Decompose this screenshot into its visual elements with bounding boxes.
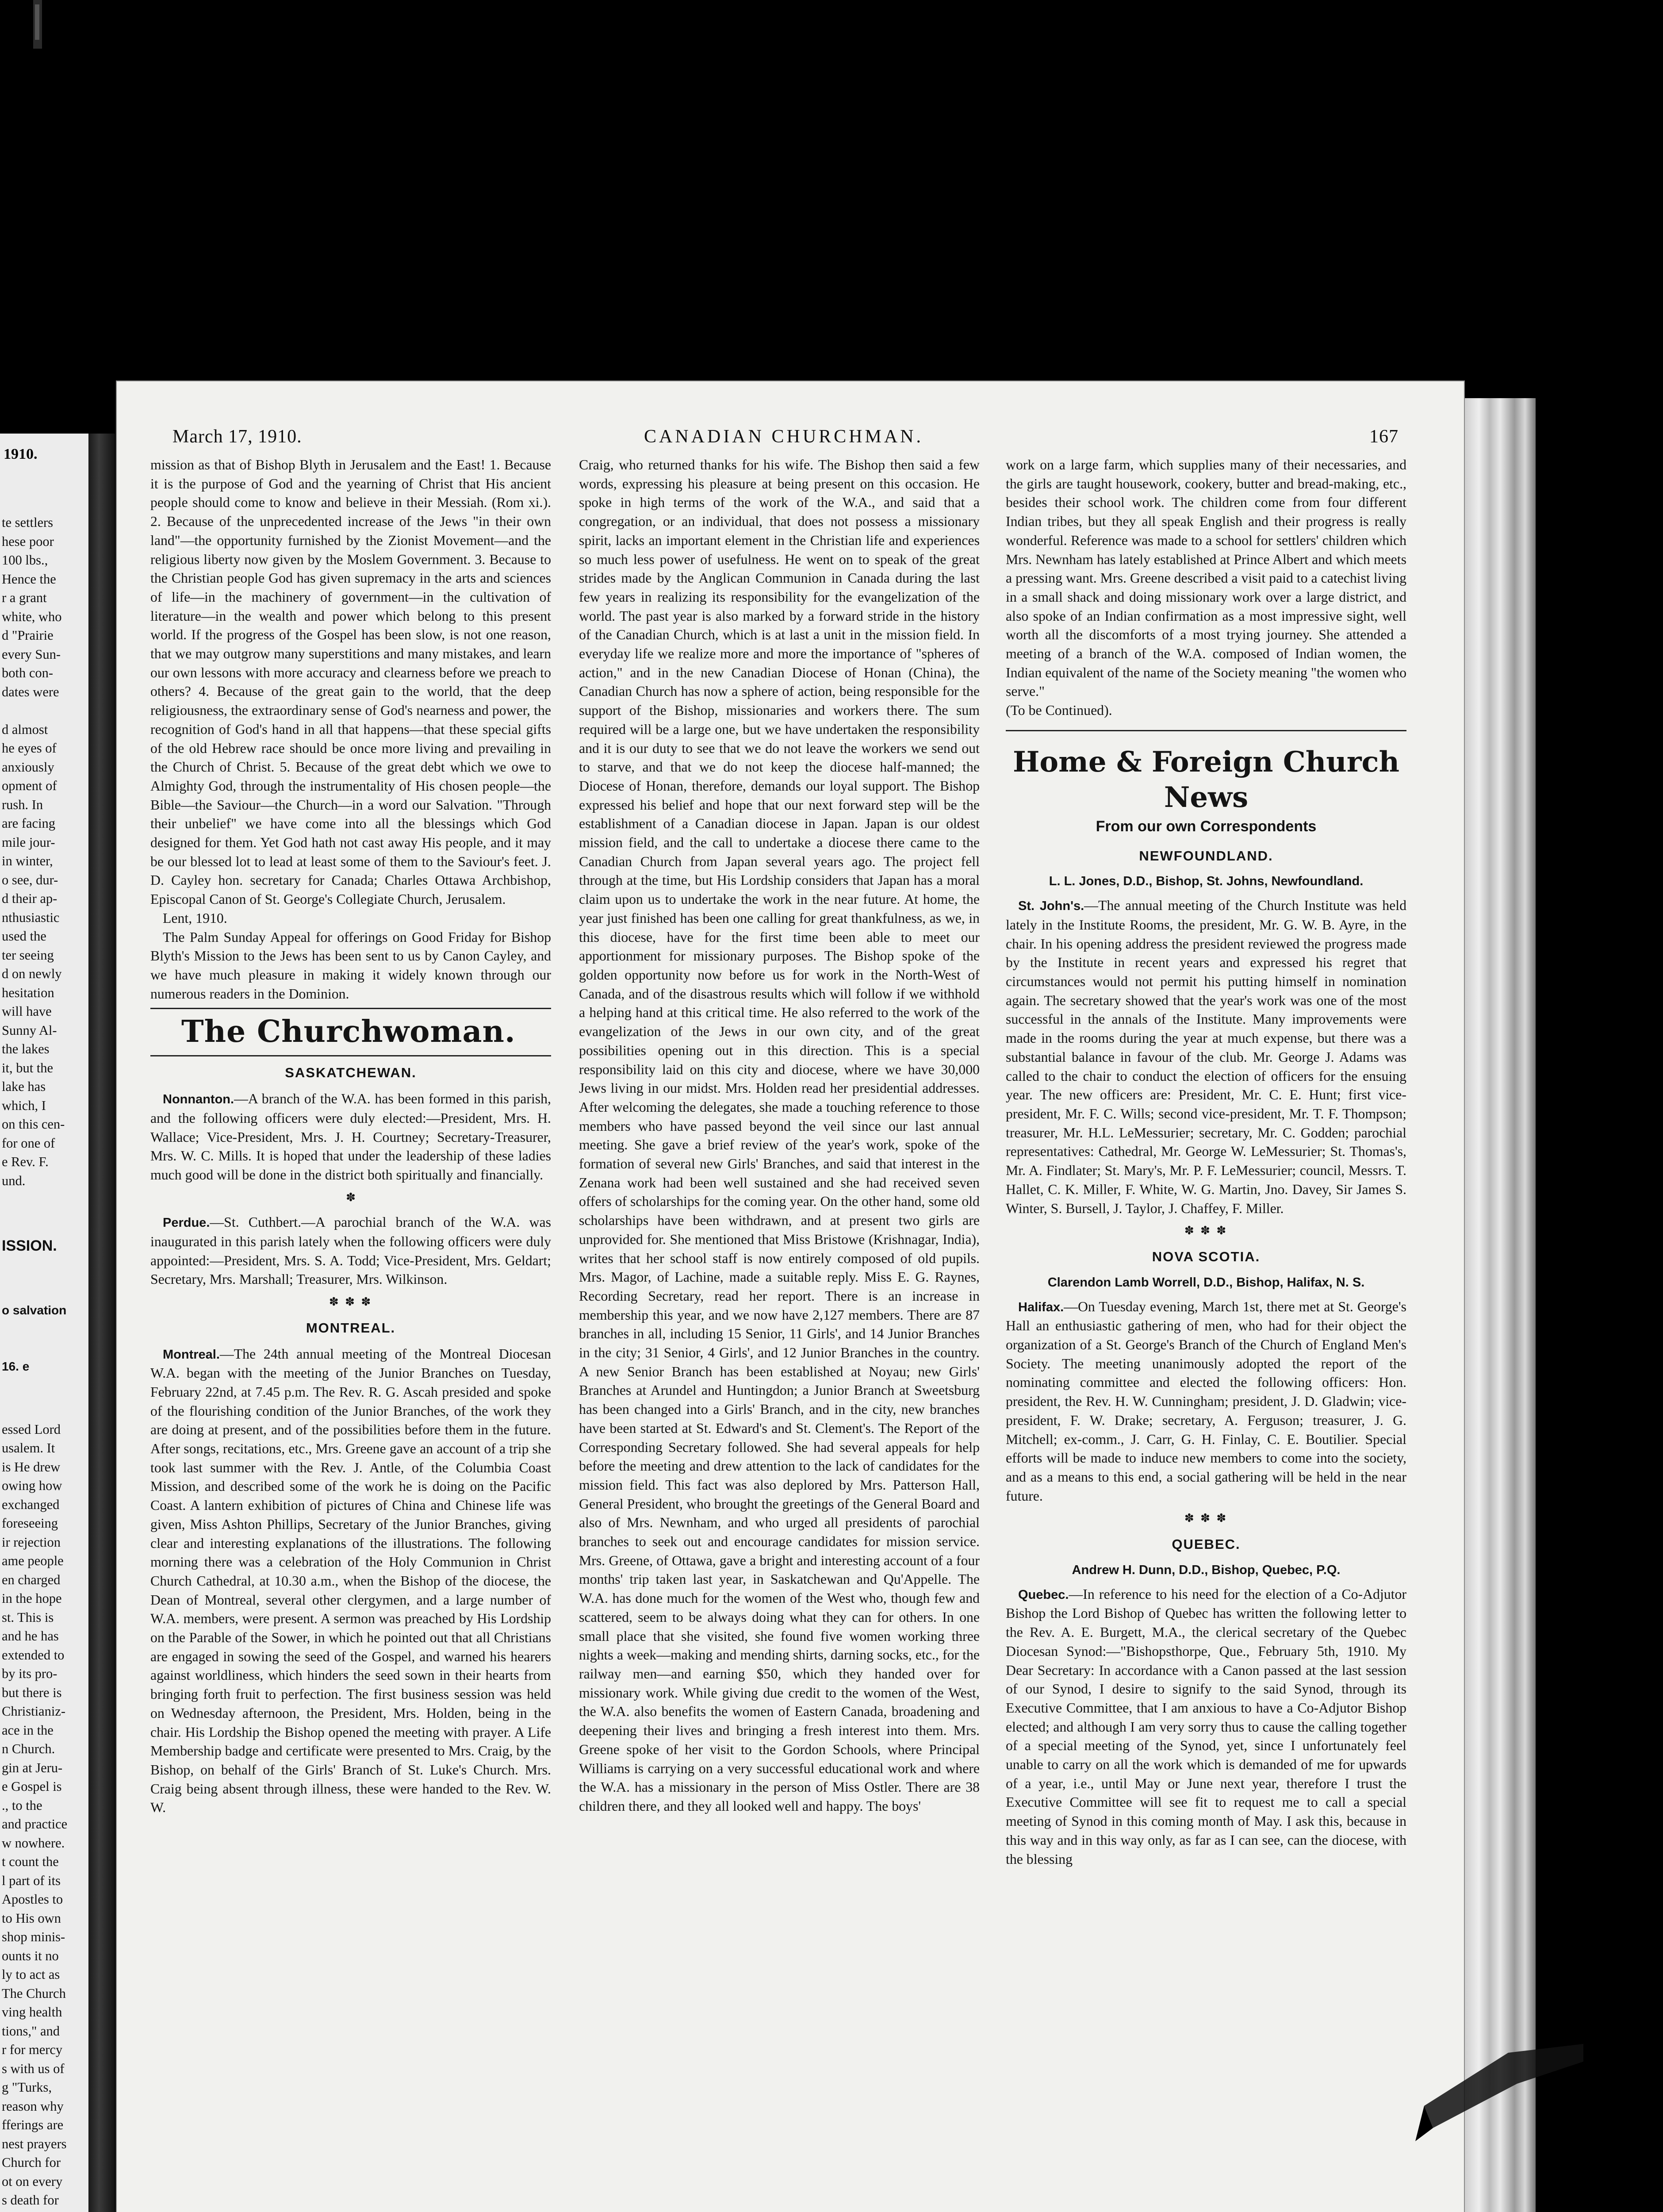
previous-page-line: foreseeing bbox=[2, 1516, 58, 1531]
montreal-text: —The 24th annual meeting of the Montreal Diocesan W.A. began with the meeting of the Junior Branches on Tuesday, February 22nd, at 7.45 p.m. The Rev. R. G. Ascah presided and spoke of the flourishing condition of the Junior Branches, of the work they are doing at present, and of the possibilities before them in the future. After songs, recitations, etc., Mrs. Greene gave an account of a trip she took last summer with the Rev. J. Antle, of the Columbia Coast Mission, and described some of the work he is doing on the Pacific Coast. A lantern exhibition of pictures of China and Chinese life was given, Miss Ashton Phillips, Secretary of the Junior Branches, giving clear and interesting explanations of the illustrations. The following morning there was a celebration of the Holy Communion in Christ Church Cathedral, at 10.30 a.m., when the Bishop of the diocese, the Dean of Montreal, several other clergymen, and a large number of W.A. members, were present. A sermon was preached by His Lordship on the Parable of the Sower, in which he pointed out that all Christians are engaged in sowing the seed of the Gospel, and warned his hearers against worldliness, which hinders the seed sown in their hearts from bringing forth fruit to perfection. The first business session was held on Wednesday afternoon, the President, Mrs. Holden, being in the chair. His Lordship the Bishop opened the meeting with prayer. A Life Membership badge and certificate were presented to Mrs. Craig, by the Bishop, on behalf of the Girls' Branch of St. Luke's Church. Mrs. Craig being absent through illness, these were handed to the Rev. W. W. bbox=[150, 1346, 551, 1816]
previous-page-line: the lakes bbox=[2, 1041, 50, 1056]
nova-scotia-bishop: Clarendon Lamb Worrell, D.D., Bishop, Halifax, N. S. bbox=[1047, 1275, 1365, 1290]
previous-page-line: ter seeing bbox=[2, 947, 54, 963]
previous-page-line: owing how bbox=[2, 1478, 62, 1493]
previous-page-line: t count the bbox=[2, 1854, 59, 1869]
header-title: CANADIAN CHURCHMAN. bbox=[644, 426, 924, 447]
previous-page-line: und. bbox=[2, 1173, 26, 1188]
st-johns-text: —The annual meeting of the Church Institute was held lately in the Institute Rooms, the president, Mr. G. W. B. Ayre, in the chair. In his opening address the president reviewed the progress made by the Institute in recent years and expressed his regret that circumstances would not permit his putting himself in nomination again. The secretary showed that the year's work was one of the most successful in the annals of the Institute. Many improvements were made in the rooms during the year at much expense, but there was a substantial balance in favour of the club. Mr. George J. Adams was called to the chair to conduct the election of officers for the ensuing year. The new officers are: President, Mr. C. E. Hunt; first vice-president, Mr. F. C. Wills; second vice-president, Mr. T. F. Thompson; treasurer, Mr. H.L. LeMessurier; secretary, Mr. C. Godden; parochial representatives: Cathedral, Mr. George W. LeMessurier; St. Thomas's, Mr. A. Findlater; St. Mary's, Mr. P. F. LeMessurier; council, Messrs. T. Hallet, C. K. Miller, F. White, W. G. Martin, Jno. Davey, Sir James S. Winter, S. Bursell, J. Taylor, J. Chaffey, F. Miller. bbox=[1006, 898, 1406, 1216]
newfoundland-heading: NEWFOUNDLAND. bbox=[1139, 848, 1273, 864]
previous-page-line: Christianiz- bbox=[2, 1704, 65, 1719]
previous-page-line: g "Turks, bbox=[2, 2080, 52, 2095]
saskatchewan-heading: SASKATCHEWAN. bbox=[285, 1065, 417, 1081]
ornament-divider-triple: ✽ ✽ ✽ bbox=[329, 1295, 373, 1309]
previous-page-line: d "Prairie bbox=[2, 628, 54, 643]
previous-page-line: hesitation bbox=[2, 985, 54, 1000]
quebec-item bbox=[1006, 1585, 1406, 1869]
previous-page-line: Apostles to bbox=[2, 1892, 63, 1907]
previous-page-line: en charged bbox=[2, 1572, 61, 1587]
previous-page-line: ounts it no bbox=[2, 1948, 59, 1963]
ornament-divider-triple-2: ✽ ✽ ✽ bbox=[1184, 1224, 1228, 1237]
nonnanton-lead: Nonnanton. bbox=[163, 1092, 234, 1107]
previous-page-text-upper bbox=[2, 513, 86, 1190]
previous-page-line: and he has bbox=[2, 1628, 59, 1644]
previous-page-subheading: o salvation bbox=[2, 1303, 67, 1317]
previous-page-line: 100 lbs., bbox=[2, 553, 48, 568]
book-spine bbox=[88, 434, 115, 2212]
previous-page-line: Sunny Al- bbox=[2, 1022, 57, 1038]
perdue-lead: Perdue. bbox=[163, 1216, 210, 1230]
perdue-text: —St. Cuthbert.—A parochial branch of the W.A. was inaugurated in this parish lately when the following officers were duly appointed:—President, Mrs. S. A. Todd; Vice-President, Mrs. Geldart; Secretary, Mrs. Marshall; Treasurer, Mrs. Wilkinson. bbox=[150, 1214, 551, 1287]
previous-page-line: for one of bbox=[2, 1135, 55, 1151]
previous-page-line: w nowhere. bbox=[2, 1835, 65, 1851]
previous-page-line: te settlers bbox=[2, 515, 54, 530]
ornament-divider: ✽ bbox=[346, 1190, 356, 1204]
previous-page-fragment bbox=[0, 434, 88, 2212]
previous-page-line: opment of bbox=[2, 778, 57, 793]
halifax-lead: Halifax. bbox=[1018, 1300, 1064, 1314]
montreal-item bbox=[150, 1345, 551, 1818]
to-be-continued: (To be Continued). bbox=[1006, 703, 1112, 718]
church-news-subtitle: From our own Correspondents bbox=[1096, 818, 1317, 835]
previous-page-line: dates were bbox=[2, 684, 59, 699]
previous-page-line: Church for bbox=[2, 2155, 61, 2170]
previous-page-line: ame people bbox=[2, 1553, 64, 1568]
previous-page-line: which, I bbox=[2, 1098, 46, 1113]
previous-page-line bbox=[2, 701, 86, 720]
previous-page-line: fferings are bbox=[2, 2117, 64, 2132]
previous-page-line: extended to bbox=[2, 1647, 65, 1663]
previous-page-line: are facing bbox=[2, 816, 56, 831]
previous-page-line: ir rejection bbox=[2, 1534, 61, 1550]
column-3 bbox=[1006, 456, 1406, 1869]
previous-page-line bbox=[2, 2210, 86, 2212]
previous-page-line: o see, dur- bbox=[2, 872, 58, 887]
quebec-lead: Quebec. bbox=[1018, 1587, 1069, 1602]
previous-page-line: essed Lord bbox=[2, 1421, 61, 1437]
previous-page-line: is He drew bbox=[2, 1459, 61, 1475]
nonnanton-text: —A branch of the W.A. has been formed in this parish, and the following officers were duly elected:—President, Mrs. H. Wallace; Vice-President, Mrs. J. H. Courtney; Secretary-Treasurer, Mrs. W. C. Mills. It is hoped that under the leadership of these ladies much good will be done in the district both spiritually and financially. bbox=[150, 1091, 551, 1183]
previous-page-line: anxiously bbox=[2, 759, 54, 775]
previous-page-line: will have bbox=[2, 1004, 52, 1019]
previous-page-line: to His own bbox=[2, 1910, 61, 1926]
section-rule-bottom bbox=[150, 1055, 551, 1056]
previous-page-line: l part of its bbox=[2, 1873, 61, 1888]
previous-page-line: by its pro- bbox=[2, 1666, 57, 1681]
previous-page-heading: ISSION. bbox=[2, 1237, 57, 1254]
previous-page-header: 1910. bbox=[4, 446, 38, 462]
perdue-item bbox=[150, 1213, 551, 1289]
newspaper-page bbox=[116, 380, 1465, 2212]
header-page-number: 167 bbox=[1369, 426, 1399, 447]
previous-page-line: ot on every bbox=[2, 2174, 63, 2189]
pen-shadow-mark bbox=[1406, 2044, 1592, 2212]
newfoundland-bishop: L. L. Jones, D.D., Bishop, St. Johns, Newfoundland. bbox=[1049, 874, 1364, 889]
previous-page-line: d almost bbox=[2, 722, 48, 737]
previous-page-text bbox=[2, 476, 86, 2212]
st-johns-item bbox=[1006, 896, 1406, 1218]
previous-page-line: st. This is bbox=[2, 1609, 54, 1625]
previous-page-line: lake has bbox=[2, 1079, 46, 1094]
previous-page-line: on this cen- bbox=[2, 1117, 65, 1132]
column-1 bbox=[150, 456, 551, 1817]
previous-page-line: r a grant bbox=[2, 590, 47, 605]
previous-page-text-lower bbox=[2, 1420, 86, 2212]
previous-page-line: gin at Jeru- bbox=[2, 1760, 63, 1775]
previous-page-line: it, but the bbox=[2, 1060, 54, 1075]
montreal-concluding-text: work on a large farm, which supplies many of their necessaries, and the girls are taught housework, cookery, butter and bread-making, etc., besides their school work. The children come from four different Indian tribes, but they all speak English and their progress is really wonderful. Reference was made to a school for settlers' children which Mrs. Newnham has lately established at Prince Albert and which meets a pressing want. Mrs. Greene described a visit paid to a catechist living in a small shack and doing missionary work over a large district, and also spoke of an Indian confirmation as a most impressive sight, well worth all the discomforts of a most trying journey. She attended a meeting of a branch of the W.A. composed of Indian women, the Indian equivalent of the name of the Society meaning "the women who serve." bbox=[1006, 457, 1406, 699]
previous-page-line: hese poor bbox=[2, 534, 54, 549]
previous-page-line: in the hope bbox=[2, 1591, 62, 1606]
montreal-lead: Montreal. bbox=[163, 1347, 220, 1362]
previous-page-line: both con- bbox=[2, 665, 54, 680]
nova-scotia-heading: NOVA SCOTIA. bbox=[1152, 1248, 1261, 1264]
previous-page-line: Hence the bbox=[2, 571, 56, 587]
previous-page-line: exchanged bbox=[2, 1497, 60, 1512]
previous-page-line: used the bbox=[2, 929, 46, 944]
previous-page-line: tions," and bbox=[2, 2023, 60, 2039]
previous-page-line: and practice bbox=[2, 1816, 68, 1832]
halifax-item bbox=[1006, 1298, 1406, 1506]
previous-page-line: ly to act as bbox=[2, 1967, 60, 1982]
jews-mission-appeal: mission as that of Bishop Blyth in Jerusalem and the East! 1. Because it is the purpose of God and the yearning of Christ that His ancient people should come to know and believe in their Messiah. (Rom xi.). 2. Because of the unprecedented increase of the Jews "in their own land"—the opportunity furnished by the Zionist Movement—and the religious liberty now given by the Moslem Government. 3. Because to the Christian people God has given supremacy in the arts and sciences of life—in the machinery of government—in the cultivation of literature—in the wealth and power which belong to this present world. If the progress of the Gospel has been slow, is not one reason, that we may outgrow many superstitions and many mistakes, and learn our own lessons with more accuracy and clearness before we preach to others? 4. Because of the great gain to the world, that the deep religiousness, the extraordinary sense of God's nearness and power, the recognition of God's hand in all that happens—that these special gifts of the old Hebrew race should be once more living and prevailing in the Church of Christ. 5. Because of the great debt which we owe to Almighty God, through the instrumentality of His chosen people—the Bible—the Saviour—the Church—in a word our Salvation. "Through their unbelief" we have come into all the blessings which God designed for them. Yet God hath not cast away His people, and it may be our blessed lot to lead at least some of them to the Saviour's feet. J. D. Cayley hon. secretary for Canada; Charles Ottawa Archbishop, Episcopal Canon of St. George's Collegiate Church, Jerusalem. bbox=[150, 457, 551, 907]
previous-page-subheading-2: 16. e bbox=[2, 1359, 30, 1373]
previous-page-line: d on newly bbox=[2, 966, 62, 981]
quebec-bishop: Andrew H. Dunn, D.D., Bishop, Quebec, P.Q. bbox=[1072, 1563, 1341, 1577]
previous-page-line: shop minis- bbox=[2, 1929, 65, 1944]
previous-page-line: e Rev. F. bbox=[2, 1154, 49, 1169]
montreal-continued-text: Craig, who returned thanks for his wife. The Bishop then said a few words, expressing his pleasure at being present on this occasion. He spoke in high terms of the work of the W.A., and said that a congregation, or an individual, that does not possess a missionary spirit, lacks an important element in the Christian life and experiences so much less power of usefulness. He went on to speak of the great strides made by the Anglican Communion in Canada during the last few years in realizing its responsibility for the evangelization of the world. The past year is also marked by a forward stride in the history of the Canadian Church, which is at last a unit in the mission field. In everyday life we realize more and more the importance of "spheres of action," and in the new Canadian Diocese of Honan (China), the Canadian Church has now a sphere of action, being responsible for the support of the Bishop, missionaries and workers there. The sum required will be a large one, but we have undertaken the responsibility and it is our duty to see that we do not leave the workers we send out to starve, and that we do not keep the diocese half-manned; the Diocese of Honan, therefore, demands our loyal support. The Bishop expressed his belief and hope that our next forward step will be the establishment of a Canadian diocese in Japan. Japan is our oldest mission field, and the call to undertake a diocese there came to the Canadian Church from Japan several years ago. The project fell through at the time, but His Lordship considers that Japan has a moral claim upon us to undertake the work in the near future. At home, the year just finished has been one calling for great thankfulness, as we, in this diocese, have for the first time been able to meet our apportionment for missionary purposes. The Bishop spoke of the golden opportunity now before us for work in the North-West of Canada, and of the disastrous results which will follow if we withhold a helping hand at this critical time. He also referred to the work of the evangelization of the Jews in our own city, and of the great possibilities opening out in this direction. This is a special responsibility laid on this city and diocese, where we have 30,000 Jews living in our midst. Mrs. Holden read her presidential addresses. After welcoming the delegates, she made a touching reference to those members who have passed beyond the veil since our last annual meeting. She gave a brief review of the year's work, spoke of the formation of several new Girls' Branches, and said that interest in the Zenana work had been well sustained and she had received seven offers of scholarships for the coming year. On the other hand, some old scholarships have been withdrawn, and at present two girls are unprovided for. She mentioned that Miss Bristowe (Krishnagar, India), writes that her school staff is now entirely composed of old pupils. Mrs. Magor, of Lachine, made a suitable reply. Miss E. G. Raynes, Recording Secretary, read her report. There is an increase in membership this year, and we now have 2,127 members. There are 87 branches in all, including 15 Senior, 11 Girls', and 14 Junior Branches in the city; 31 Senior, 4 Girls', and 12 Junior Branches in the country. A new Senior Branch has been established at Noyau; new Girls' Branches at Arundel and Huntingdon; a Junior Branch at Sweetsburg has been changed into a Girls' Branch, and in the city, new branches have been started at St. Edward's and St. Clement's. The Report of the Corresponding Secretary followed. She had several appeals for help before the meeting and drew attention to the lack of candidates for the mission field. This fact was also deplored by Mrs. Patterson Hall, General President, who brought the greetings of the General Board and also of Mrs. Newnham, and who urged all presidents of parochial branches to seek out and encourage candidates for mission service. Mrs. Greene, of Ottawa, gave a bright and interesting account of a four months' trip taken last year, in Saskatchewan and Qu'Appelle. The W.A. has done much for the women of the West who, though few and scattered, seem to be always doing what they can for others. In one small place that she visited, she found five women working three nights a week—making and mending shirts, darning socks, etc., for the railway men—and earning $50, which they handed over for missionary work. While giving due credit to the women of the West, the W.A. also benefits the women of Eastern Canada, broadening and deepening their lives and bringing a fresh interest into them. Mrs. Greene spoke of her visit to the Gordon Schools, where Principal Williams is carrying on a very successful educational work and where the W.A. has a missionary in the person of Miss Ostler. There are 38 children there, and they all looked well and happy. The boys' bbox=[579, 457, 980, 1814]
previous-page-line: e Gospel is bbox=[2, 1779, 62, 1794]
st-johns-lead: St. John's. bbox=[1018, 899, 1084, 914]
churchwoman-section-title: The Churchwoman. bbox=[181, 1014, 516, 1050]
church-news-title: Home & Foreign Church News bbox=[1012, 745, 1400, 814]
header-date: March 17, 1910. bbox=[172, 426, 302, 447]
ornament-divider-triple-3: ✽ ✽ ✽ bbox=[1184, 1512, 1228, 1525]
previous-page-line: rush. In bbox=[2, 797, 43, 812]
news-rule-top bbox=[1006, 730, 1406, 731]
palm-sunday-note: The Palm Sunday Appeal for offerings on Good Friday for Bishop Blyth's Mission to the Jews has been sent to us by Canon Cayley, and we have much pleasure in making it widely known through our numerous readers in the Dominion. bbox=[150, 929, 551, 1002]
previous-page-line: usalem. It bbox=[2, 1440, 55, 1455]
film-edge-mark bbox=[24, 0, 51, 53]
section-rule-top bbox=[150, 1008, 551, 1009]
previous-page-line: s death for bbox=[2, 2193, 59, 2208]
montreal-heading: MONTREAL. bbox=[306, 1320, 396, 1336]
previous-page-line: nthusiastic bbox=[2, 910, 60, 925]
previous-page-line: ace in the bbox=[2, 1722, 54, 1738]
page-stack-edge bbox=[1465, 398, 1536, 2212]
previous-page-line: mile jour- bbox=[2, 834, 55, 850]
previous-page-line: white, who bbox=[2, 609, 62, 624]
quebec-heading: QUEBEC. bbox=[1172, 1536, 1241, 1552]
previous-page-line: but there is bbox=[2, 1685, 62, 1700]
previous-page-line: d their ap- bbox=[2, 891, 57, 906]
previous-page-line: nest prayers bbox=[2, 2136, 67, 2151]
nonnanton-item bbox=[150, 1090, 551, 1185]
previous-page-line: ving health bbox=[2, 2005, 62, 2020]
previous-page-line: n Church. bbox=[2, 1741, 55, 1756]
previous-page-line: he eyes of bbox=[2, 741, 57, 756]
previous-page-line: r for mercy bbox=[2, 2042, 63, 2057]
previous-page-line: in winter, bbox=[2, 853, 53, 868]
halifax-text: —On Tuesday evening, March 1st, there met at St. George's Hall an enthusiastic gathering of men, who had for their object the organization of a St. George's Branch of the Church of England Men's Society. The meeting unanimously adopted the report of the nominating committee and elected the following officers: Hon. president, the Rev. H. W. Cunningham; president, J. D. Gladwin; vice-president, F. W. Drake; secretary, A. Ferguson; treasurer, J. G. Mitchell; ex-comm., J. Carr, G. H. Finlay, C. E. Boutilier. Special efforts will be made to induce new members to come into the society, and as a means to this end, a social gathering will be held in the near future. bbox=[1006, 1298, 1406, 1504]
appeal-date: Lent, 1910. bbox=[163, 910, 227, 926]
quebec-text: —In reference to his need for the election of a Co-Adjutor Bishop the Lord Bishop of Quebec has written the following letter to the Rev. A. E. Burgett, M.A., the clerical secretary of the Quebec Diocesan Synod:—"Bishopsthorpe, Que., February 5th, 1910. My Dear Secretary: In accordance with a Canon passed at the last session of our Synod, I desire to signify to the said Synod, through its Executive Committee, that I am anxious to have a Co-Adjutor Bishop elected; and although I am very sorry thus to cause the calling together of a special meeting of the Synod, yet, since I unfortunately feel unable to carry on all the work which is demanded of me for upwards of a year, i.e., until May or June next year, therefore I trust the Executive Committee will see fit to request me to call a special meeting of Synod in this coming month of May. I ask this, because in this way and in this way only, as far as I can see, can the diocese, with the blessing bbox=[1006, 1586, 1406, 1867]
column-2 bbox=[579, 456, 980, 1816]
previous-page-line: The Church bbox=[2, 1985, 66, 2001]
previous-page-line: ., to the bbox=[2, 1797, 42, 1813]
previous-page-line: s with us of bbox=[2, 2061, 65, 2076]
previous-page-line: reason why bbox=[2, 2098, 64, 2114]
previous-page-line: every Sun- bbox=[2, 646, 61, 662]
